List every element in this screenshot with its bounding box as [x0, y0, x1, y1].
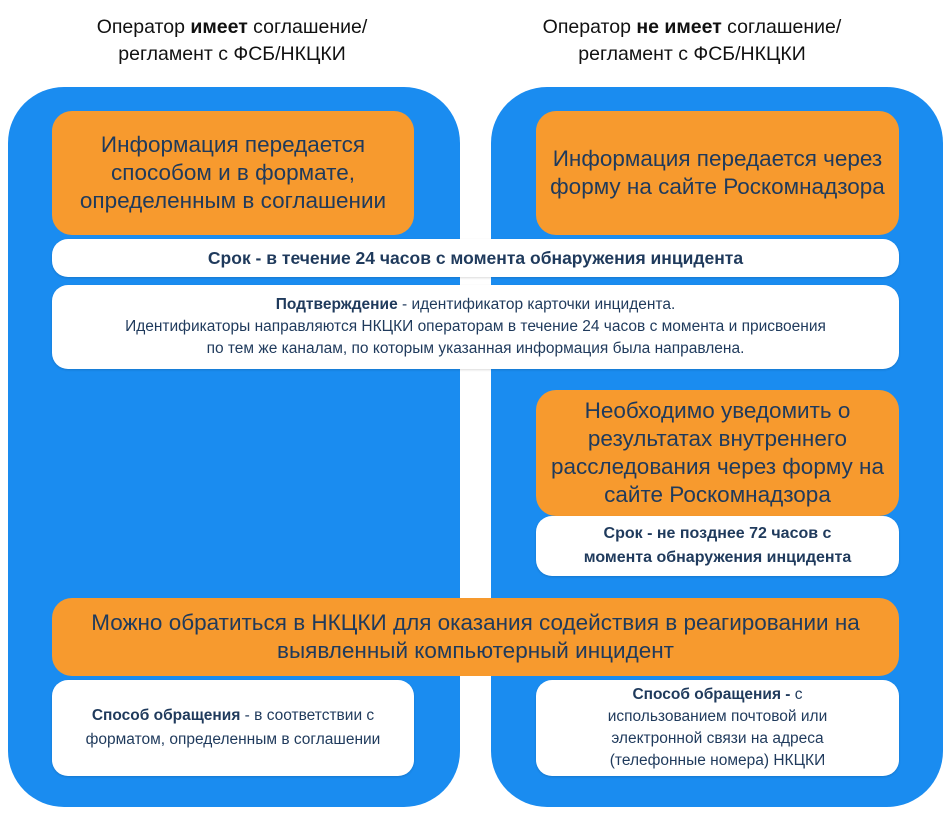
method-right-line4: (телефонные номера) НКЦКИ — [609, 752, 826, 769]
right-column-header — [482, 14, 902, 68]
right-header-prefix: Оператор — [542, 16, 637, 38]
method-right-line3: электронной связи на адреса — [611, 730, 824, 747]
method-left-label: Способ обращения — [91, 707, 241, 724]
confirmation-line2: Идентификаторы направляются НКЦКИ операторам в течение 24 часов с момента и присвоения — [125, 318, 826, 335]
nkcki-help-text: Можно обратиться в НКЦКИ для оказания содействия в реагировании на выявленный компьютерный инцидент — [91, 610, 860, 663]
method-right-label: Способ обращения - — [632, 686, 791, 703]
left-header-suffix: соглашение/ — [247, 16, 368, 38]
right-info-transfer-text: Информация передается через форму на сайте Роскомнадзора — [550, 146, 885, 199]
confirmation-label: Подтверждение — [275, 296, 398, 313]
method-right-box — [536, 680, 899, 776]
confirmation-line1: - идентификатор карточки инцидента. — [397, 296, 676, 313]
deadline-72h-box — [536, 516, 899, 576]
right-header-suffix: соглашение/ — [721, 16, 842, 38]
right-header-line2: регламент с ФСБ/НКЦКИ — [578, 43, 806, 65]
left-header-prefix: Оператор — [96, 16, 191, 38]
confirmation-line3: по тем же каналам, по которым указанная информация была направлена. — [206, 340, 745, 357]
right-header-emphasis: не имеет — [636, 16, 722, 38]
right-info-transfer-box — [536, 111, 899, 235]
deadline-72h-line2: момента обнаружения инцидента — [583, 549, 852, 566]
method-right-text: с — [790, 686, 803, 703]
left-column-header — [22, 14, 442, 68]
method-left-box — [52, 680, 414, 776]
deadline-24h-box — [52, 239, 899, 277]
method-left-text: - в соответствии с — [240, 707, 375, 724]
investigation-text: Необходимо уведомить о результатах внутреннего расследования через форму на сайте Роскомнадзора — [551, 398, 884, 507]
left-info-transfer-box — [52, 111, 414, 235]
left-info-transfer-text: Информация передается способом и в формате, определенным в соглашении — [79, 132, 387, 213]
method-right-line2: использованием почтовой или — [607, 708, 828, 725]
method-left-line2: форматом, определенным в соглашении — [85, 731, 381, 748]
deadline-72h-label: Срок - — [603, 525, 653, 542]
left-header-emphasis: имеет — [190, 16, 248, 38]
deadline-72h-text: не позднее 72 часов с — [652, 525, 832, 542]
investigation-box — [536, 390, 899, 516]
deadline-24h-label: Срок - — [207, 247, 262, 268]
confirmation-box — [52, 285, 899, 369]
left-header-line2: регламент с ФСБ/НКЦКИ — [118, 43, 346, 65]
deadline-24h-text: в течение 24 часов с момента обнаружения инцидента — [261, 247, 744, 268]
nkcki-help-box — [52, 598, 899, 676]
